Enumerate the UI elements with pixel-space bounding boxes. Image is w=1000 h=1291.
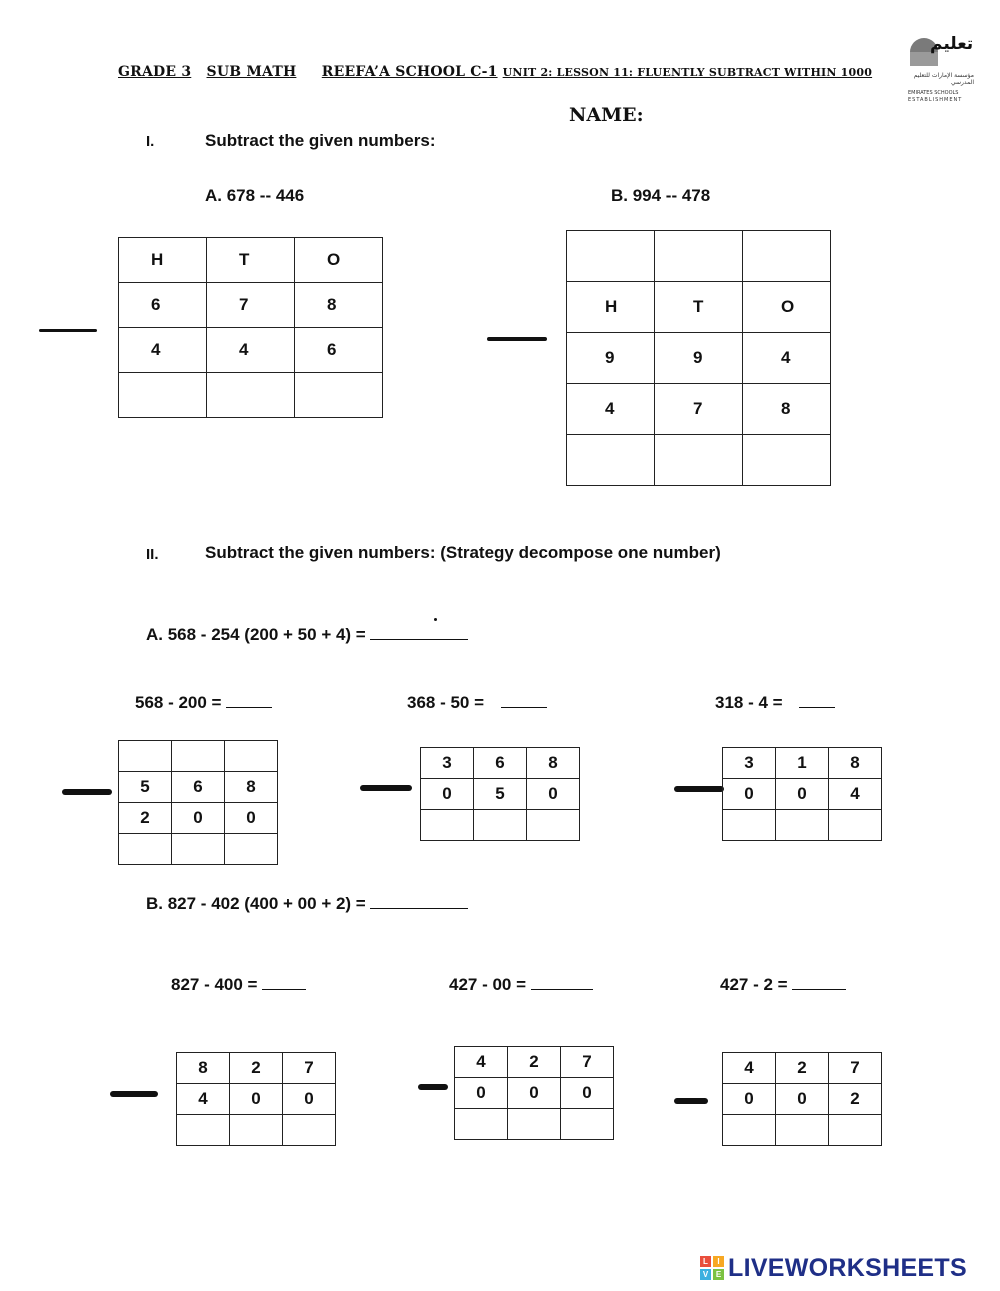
- digit-cell: 8: [295, 283, 383, 328]
- answer-blank[interactable]: [792, 975, 846, 990]
- digit-cell: 2: [508, 1047, 561, 1078]
- answer-cell[interactable]: [743, 435, 831, 486]
- badge-letter: L: [700, 1256, 711, 1267]
- section1-numeral: I.: [146, 133, 155, 150]
- answer-blank[interactable]: [370, 625, 468, 640]
- step-text: 827 - 400 =: [171, 975, 263, 994]
- step-text: 427 - 2 =: [720, 975, 793, 994]
- answer-cell[interactable]: [474, 810, 527, 841]
- digit-cell: 2: [230, 1053, 283, 1084]
- brand-badge-icon: [700, 1256, 724, 1280]
- badge-letter: V: [700, 1269, 711, 1280]
- digit-cell: 4: [177, 1084, 230, 1115]
- step-b1: [171, 975, 306, 995]
- answer-cell[interactable]: [776, 810, 829, 841]
- header-cell: H: [119, 238, 207, 283]
- section1-title: Subtract the given numbers:: [205, 131, 436, 150]
- minus-sign: [674, 1098, 708, 1104]
- digit-cell: 0: [776, 779, 829, 810]
- digit-cell: 5: [474, 779, 527, 810]
- answer-cell[interactable]: [776, 1115, 829, 1146]
- digit-cell: 8: [225, 772, 278, 803]
- digit-cell: 7: [207, 283, 295, 328]
- section1-problem-a-label: A. 678 -- 446: [205, 186, 305, 205]
- badge-letter: E: [713, 1269, 724, 1280]
- blank-cell: [567, 231, 655, 282]
- answer-cell[interactable]: [455, 1109, 508, 1140]
- answer-blank[interactable]: [501, 693, 547, 708]
- answer-cell[interactable]: [829, 810, 882, 841]
- minus-sign: [360, 785, 412, 791]
- digit-cell: 0: [723, 1084, 776, 1115]
- blank-cell: [172, 741, 225, 772]
- digit-cell: 3: [421, 748, 474, 779]
- answer-blank[interactable]: [799, 693, 835, 708]
- answer-blank[interactable]: [370, 894, 468, 909]
- unit-label: UNIT 2: LESSON 11: FLUENTLY SUBTRACT WITHIN 1000: [502, 66, 873, 79]
- digit-cell: 5: [119, 772, 172, 803]
- answer-cell[interactable]: [172, 834, 225, 865]
- step-table-a1: [118, 740, 278, 865]
- digit-cell: 0: [776, 1084, 829, 1115]
- header-cell: H: [567, 282, 655, 333]
- digit-cell: 0: [527, 779, 580, 810]
- digit-cell: 1: [776, 748, 829, 779]
- digit-cell: 2: [776, 1053, 829, 1084]
- answer-cell[interactable]: [829, 1115, 882, 1146]
- digit-cell: 4: [743, 333, 831, 384]
- step-text: 318 - 4 =: [715, 693, 788, 712]
- answer-cell[interactable]: [207, 373, 295, 418]
- step-text: 427 - 00 =: [449, 975, 531, 994]
- header-cell: O: [743, 282, 831, 333]
- digit-cell: 9: [655, 333, 743, 384]
- grade-label: GRADE 3: [118, 64, 192, 80]
- section2-problem-b: [146, 894, 468, 914]
- digit-cell: 0: [723, 779, 776, 810]
- blank-cell: [225, 741, 278, 772]
- step-text: 368 - 50 =: [407, 693, 489, 712]
- digit-cell: 0: [508, 1078, 561, 1109]
- answer-cell[interactable]: [508, 1109, 561, 1140]
- digit-cell: 6: [172, 772, 225, 803]
- section2-problem-a-label: A. 568 - 254 (200 + 50 + 4) =: [146, 625, 371, 644]
- header-cell: O: [295, 238, 383, 283]
- answer-blank[interactable]: [262, 975, 306, 990]
- digit-cell: 8: [527, 748, 580, 779]
- answer-cell[interactable]: [119, 834, 172, 865]
- minus-sign: [62, 789, 112, 795]
- answer-cell[interactable]: [723, 1115, 776, 1146]
- digit-cell: 3: [723, 748, 776, 779]
- liveworksheets-brand[interactable]: [700, 1253, 967, 1283]
- digit-cell: 4: [119, 328, 207, 373]
- digit-cell: 9: [567, 333, 655, 384]
- answer-cell[interactable]: [567, 435, 655, 486]
- step-a1: [135, 693, 272, 713]
- hto-table-a: [118, 237, 383, 418]
- blank-cell: [655, 231, 743, 282]
- digit-cell: 6: [474, 748, 527, 779]
- digit-cell: 0: [561, 1078, 614, 1109]
- digit-cell: 0: [230, 1084, 283, 1115]
- digit-cell: 4: [207, 328, 295, 373]
- digit-cell: 0: [283, 1084, 336, 1115]
- digit-cell: 4: [567, 384, 655, 435]
- subject-label: SUB MATH: [206, 64, 297, 80]
- answer-cell[interactable]: [655, 435, 743, 486]
- answer-cell[interactable]: [723, 810, 776, 841]
- digit-cell: 7: [561, 1047, 614, 1078]
- digit-cell: 4: [829, 779, 882, 810]
- digit-cell: 0: [172, 803, 225, 834]
- section1-problem-b-label: B. 994 -- 478: [611, 186, 711, 205]
- answer-cell[interactable]: [295, 373, 383, 418]
- step-a2: [407, 693, 547, 713]
- badge-letter: I: [713, 1256, 724, 1267]
- digit-cell: 8: [743, 384, 831, 435]
- answer-cell[interactable]: [283, 1115, 336, 1146]
- step-table-a2: [420, 747, 580, 841]
- answer-blank[interactable]: [226, 693, 272, 708]
- digit-cell: 7: [829, 1053, 882, 1084]
- answer-cell[interactable]: [230, 1115, 283, 1146]
- logo-en-line1: EMIRATES SCHOOLS: [908, 90, 959, 96]
- minus-sign: [418, 1084, 448, 1090]
- header-cell: T: [207, 238, 295, 283]
- answer-cell[interactable]: [421, 810, 474, 841]
- name-label: NAME:: [569, 104, 644, 126]
- answer-cell[interactable]: [527, 810, 580, 841]
- digit-cell: 0: [455, 1078, 508, 1109]
- digit-cell: 6: [119, 283, 207, 328]
- digit-cell: 7: [283, 1053, 336, 1084]
- digit-cell: 4: [455, 1047, 508, 1078]
- step-table-b1: [176, 1052, 336, 1146]
- section2-title: Subtract the given numbers: (Strategy decompose one number): [205, 543, 721, 562]
- header-cell: T: [655, 282, 743, 333]
- digit-cell: 6: [295, 328, 383, 373]
- step-table-b2: [454, 1046, 614, 1140]
- step-a3: [715, 693, 835, 713]
- worksheet-header: [118, 64, 872, 80]
- minus-sign: [487, 337, 547, 341]
- digit-cell: 0: [225, 803, 278, 834]
- step-table-a3: [722, 747, 882, 841]
- answer-cell[interactable]: [225, 834, 278, 865]
- digit-cell: 2: [829, 1084, 882, 1115]
- digit-cell: 8: [177, 1053, 230, 1084]
- answer-cell[interactable]: [177, 1115, 230, 1146]
- brand-name: LIVEWORKSHEETS: [728, 1253, 967, 1282]
- answer-blank[interactable]: [531, 975, 593, 990]
- digit-cell: 7: [655, 384, 743, 435]
- digit-cell: 2: [119, 803, 172, 834]
- minus-sign: [110, 1091, 158, 1097]
- minus-sign: [39, 329, 97, 332]
- digit-cell: 8: [829, 748, 882, 779]
- school-logo: [896, 28, 976, 108]
- stray-dot: [434, 618, 437, 621]
- blank-cell: [119, 741, 172, 772]
- digit-cell: 0: [421, 779, 474, 810]
- answer-cell[interactable]: [119, 373, 207, 418]
- step-b2: [449, 975, 593, 995]
- school-label: REEFA’A SCHOOL C-1: [321, 64, 498, 80]
- blank-cell: [743, 231, 831, 282]
- logo-en-line2: ESTABLISHMENT: [908, 97, 963, 103]
- section2-problem-b-label: B. 827 - 402 (400 + 00 + 2) =: [146, 894, 371, 913]
- digit-cell: 4: [723, 1053, 776, 1084]
- step-table-b3: [722, 1052, 882, 1146]
- section2-problem-a: [146, 625, 468, 645]
- logo-arabic-org: مؤسسة الإمارات للتعليم المدرسي: [913, 72, 974, 86]
- hto-table-b: [566, 230, 831, 486]
- minus-sign: [674, 786, 724, 792]
- step-b3: [720, 975, 846, 995]
- step-text: 568 - 200 =: [135, 693, 227, 712]
- logo-arabic-title: تعليم: [930, 34, 974, 54]
- section2-numeral: II.: [146, 546, 159, 563]
- answer-cell[interactable]: [561, 1109, 614, 1140]
